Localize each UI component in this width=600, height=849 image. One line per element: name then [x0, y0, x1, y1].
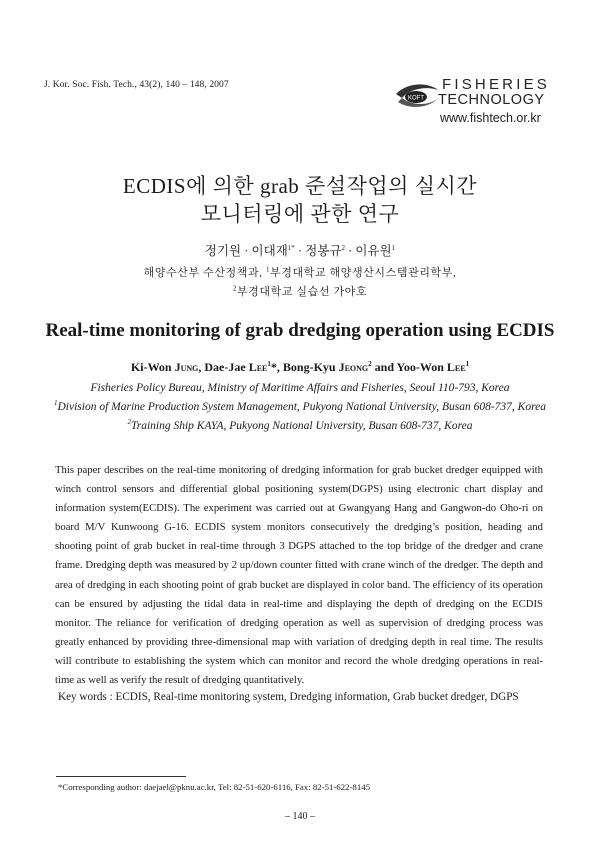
journal-logo: [380, 70, 550, 130]
fisheries-emblem-icon: [394, 80, 440, 114]
korean-title-line-2: 모니터링에 관한 연구: [200, 202, 400, 226]
journal-url: www.fishtech.or.kr: [440, 111, 541, 125]
emblem-text: KOFT: [408, 95, 424, 102]
korean-author: 정봉규: [305, 244, 342, 258]
korean-author: 정기원: [204, 244, 242, 258]
korean-author: 이유원: [355, 244, 392, 258]
journal-citation: J. Kor. Soc. Fish. Tech., 43(2), 140 – 148, 2007: [44, 80, 229, 90]
abstract: This paper describes on the real-time monitoring of dredging information for grab bucket dredger equipped with winch control sensors and differential global positioning system(DGPS) using electronic chart display and information system(ECDIS). The experiment was carried out at Gwangyang Hang and Gangwon-do Oho-ri on board M/V Kunwoong G-16. ECDIS system monitors consecutively the dredging’s position, heading and shooting point of grab bucket in real-time through 3 DGPS attached to the top bridge of the dredger and crane frame. Dredging depth was measured by 2 up/down counter fitted with crane winch of the dredger. The depth and area of dredging in each shooting point of grab bucket are displayed in color band. The efficiency of its operation can be ensured by adjusting the tidal data in real-time and displaying the depth of dredging on the ECDIS monitor. The reliance for verification of dredging operation as well as supervision of dredging process was greatly enhanced by providing three-dimensional map with variation of dredging depth in real time. The results will contribute to establishing the system which can monitor and record the whole dredging operations in real-time as well as verify the result of dredging quantitatively.: [55, 464, 543, 687]
korean-affiliation-line-2: $^2$부경대학교 실습선 가야호: [232, 284, 368, 298]
english-title: Real-time monitoring of grab dredging operation using ECDIS: [45, 320, 555, 341]
korean-author: 이대재: [251, 244, 288, 258]
corresponding-author-footnote: *Corresponding author: daejael@pknu.ac.kr, Tel: 82-51-620-6116, Fax: 82-51-622-8145: [58, 782, 371, 792]
english-affiliation-0: Fisheries Policy Bureau, Ministry of Maritime Affairs and Fisheries, Seoul 110-793, Korea: [90, 382, 510, 394]
korean-title-line-1: ECDIS에 의한 grab 준설작업의 실시간: [122, 174, 478, 198]
page-number: – 140 –: [285, 811, 315, 822]
korean-authors: 정기원 · 이대재$^{1*}$ · 정봉규$^2$ · 이유원$^1$: [204, 243, 396, 258]
logo-line-fisheries: FISHERIES: [442, 76, 550, 93]
logo-line-technology: TECHNOLOGY: [438, 92, 545, 108]
english-affiliation-2: $^2$Training Ship KAYA, Pukyong National University, Busan 608-737, Korea: [127, 418, 473, 432]
english-affiliation-1: $^1$Division of Marine Production System Management, Pukyong National University, Busan 608-737, Korea: [54, 399, 546, 413]
keywords: Key words : ECDIS, Real-time monitoring system, Dredging information, Grab bucket dredger, DGPS: [58, 691, 519, 703]
english-authors: Ki-Won Jung, Dae-Jae Lee$^1$*, Bong-Kyu Jeong$^2$ and Yoo-Won Lee$^1$: [130, 360, 470, 374]
korean-affiliation-line-1: 해양수산부 수산정책과, $^1$부경대학교 해양생산시스템관리학부,: [143, 265, 457, 279]
footnote-divider: [56, 776, 186, 777]
